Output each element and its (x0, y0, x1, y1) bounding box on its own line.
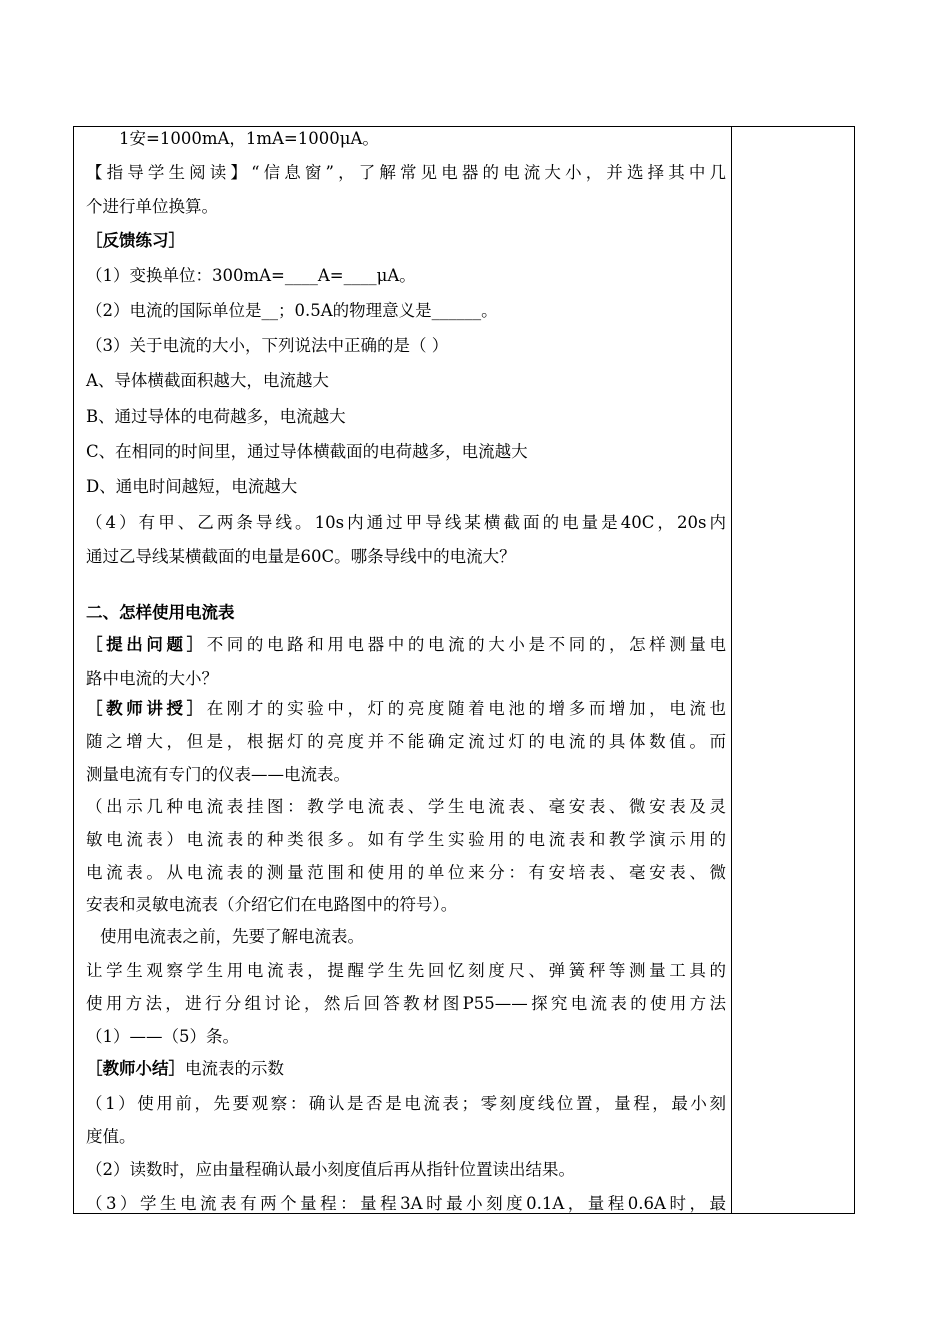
option-d: D、通电时间越短，电流越大 (86, 477, 298, 496)
ammeter-types-line-1: （出示几种电流表挂图：教学电流表、学生电流表、毫安表、微安表及灵 (86, 797, 726, 816)
option-c: C、在相同的时间里，通过导体横截面的电荷越多，电流越大 (86, 442, 528, 461)
reading-guide-line-2: 个进行单位换算。 (86, 197, 218, 216)
teacher-summary-text: 电流表的示数 (185, 1059, 284, 1078)
observe-line-3: （1）——（5）条。 (86, 1027, 239, 1046)
section-two-heading: 二、怎样使用电流表 (86, 603, 235, 622)
teacher-summary-label: ［教师小结］ (86, 1059, 185, 1078)
option-a: A、导体横截面积越大，电流越大 (86, 371, 329, 390)
teacher-lecture-label: ［教师讲授］ (86, 699, 207, 718)
teacher-lecture-line-3: 测量电流有专门的仪表——电流表。 (86, 765, 350, 784)
unit-conversion-line: 1安=1000mA，1mA=1000μA。 (86, 129, 379, 148)
ammeter-types-line-4: 安表和灵敏电流表（介绍它们在电路图中的符号）。 (86, 895, 458, 914)
exercise-3: （3）关于电流的大小，下列说法中正确的是（ ） (86, 336, 449, 355)
exercise-4-line-2: 通过乙导线某横截面的电量是60C。哪条导线中的电流大？ (86, 547, 516, 566)
option-b: B、通过导体的电荷越多，电流越大 (86, 407, 346, 426)
reading-guide-line-1: 【指导学生阅读】“信息窗”，了解常见电器的电流大小，并选择其中几 (86, 163, 726, 182)
raise-question-line-2: 路中电流的大小？ (86, 669, 218, 688)
raise-question-label: ［提出问题］ (86, 635, 207, 654)
teacher-summary-line (86, 1059, 726, 1079)
teacher-lecture-line-2: 随之增大，但是，根据灯的亮度并不能确定流过灯的电流的具体数值。而 (86, 732, 726, 751)
column-divider (731, 127, 732, 1213)
teacher-lecture-line-1 (86, 699, 726, 719)
observe-line-1: 让学生观察学生用电流表，提醒学生先回忆刻度尺、弹簧秤等测量工具的 (86, 961, 726, 980)
summary-point-2: （2）读数时，应由量程确认最小刻度值后再从指针位置读出结果。 (86, 1160, 575, 1179)
lesson-table (73, 126, 855, 1214)
ammeter-types-line-2: 敏电流表）电流表的种类很多。如有学生实验用的电流表和教学演示用的 (86, 830, 726, 849)
summary-point-1-line-1: （1）使用前，先要观察：确认是否是电流表；零刻度线位置，量程，最小刻 (86, 1094, 726, 1113)
before-use-line: 使用电流表之前，先要了解电流表。 (100, 927, 364, 946)
exercise-1: （1）变换单位：300mA=____A=____μA。 (86, 266, 416, 285)
summary-point-1-line-2: 度值。 (86, 1127, 136, 1146)
observe-line-2: 使用方法，进行分组讨论，然后回答教材图P55——探究电流表的使用方法 (86, 994, 726, 1013)
feedback-exercise-heading: ［反馈练习］ (86, 231, 185, 250)
exercise-2: （2）电流的国际单位是__；0.5A的物理意义是______。 (86, 301, 498, 320)
ammeter-types-line-3: 电流表。从电流表的测量范围和使用的单位来分：有安培表、毫安表、微 (86, 863, 726, 882)
summary-point-3: （3）学生电流表有两个量程：量程3A时最小刻度0.1A，量程0.6A时，最 (86, 1194, 726, 1213)
teacher-lecture-text: 在刚才的实验中，灯的亮度随着电池的增多而增加，电流也 (206, 699, 727, 718)
exercise-4-line-1: （4）有甲、乙两条导线。10s内通过甲导线某横截面的电量是40C，20s内 (86, 513, 726, 532)
raise-question-line-1 (86, 635, 726, 655)
raise-question-text: 不同的电路和用电器中的电流的大小是不同的，怎样测量电 (206, 635, 727, 654)
